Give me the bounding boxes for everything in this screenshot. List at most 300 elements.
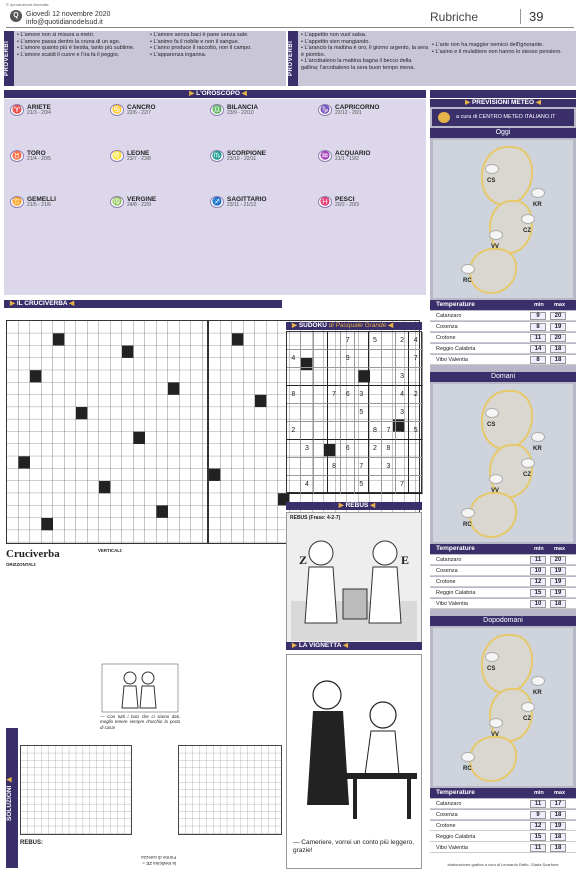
sign-date: 24/8 - 22/9: [127, 202, 151, 208]
solution-grid-lines-2: [179, 746, 281, 834]
city-name: Vibo Valentia: [436, 357, 468, 363]
sudoku-grid: [286, 331, 422, 493]
oroscopo-sign-bilancia: [210, 104, 310, 121]
sudoku-cell: [382, 386, 396, 404]
max-label: max: [554, 546, 566, 552]
cruciverba-verticali-2: [188, 548, 282, 718]
sign-name: SCORPIONE: [227, 150, 267, 157]
sudoku-cell: [382, 332, 396, 350]
sudoku-cell: 8: [287, 386, 301, 404]
sudoku-cell: 4: [409, 332, 423, 350]
city-name: Crotone: [436, 823, 456, 829]
sign-name: VERGINE: [127, 196, 157, 203]
map-land: [469, 736, 517, 782]
contact-email: info@quotidianodelsud.it: [26, 19, 103, 26]
sudoku-cell: [301, 332, 315, 350]
sudoku-cell: [409, 404, 423, 422]
sudoku-cell: 2: [369, 440, 383, 458]
sign-name: PESCI: [335, 196, 355, 203]
cruciverba-title: Cruciverba: [6, 548, 60, 560]
sudoku-cell: 7: [382, 422, 396, 440]
temp-max: 18: [550, 811, 566, 819]
section-title: Rubriche: [430, 10, 479, 24]
temperature-row: [430, 588, 576, 598]
cloud-icon: [521, 702, 535, 712]
cloud-icon: [461, 752, 475, 762]
proverbi-list-2: [150, 32, 282, 58]
sudoku-cell: [314, 386, 328, 404]
city-name: Reggio Calabria: [436, 346, 476, 352]
sudoku-cell: [382, 476, 396, 494]
temperature-row: [430, 821, 576, 831]
map-city-code: CS: [487, 178, 496, 184]
temperature-label: Temperature: [436, 789, 475, 796]
sudoku-cell: [341, 404, 355, 422]
sudoku-cell: [409, 476, 423, 494]
sign-name: GEMELLI: [27, 196, 56, 203]
temp-min: 11: [530, 844, 546, 852]
temperature-row: [430, 810, 576, 820]
crossword-grid-lines: [7, 321, 207, 543]
temp-min: 11: [530, 800, 546, 808]
waiter-cartoon-illustration: [287, 655, 421, 835]
temperature-row: [430, 311, 576, 321]
proverbio: • L'asino e il mulattiere non hanno lo stesso pensiero.: [432, 48, 562, 55]
cruciverba-cartoon-caption: — Con tutti i baci che ci siamo dati, meglio tenere sempre d'occhio la porta di casa!: [100, 714, 180, 730]
meteo-title: ▶ PREVISIONI METEO ◀: [430, 99, 576, 107]
vignetta-band: ▶ LA VIGNETTA ◀: [286, 642, 422, 650]
sign-name: TORO: [27, 150, 46, 157]
sign-date: 23/11 - 21/12: [227, 202, 257, 208]
map-city-code: RC: [463, 766, 472, 772]
sudoku-cell: [314, 368, 328, 386]
temp-max: 19: [550, 567, 566, 575]
sudoku-cell: [396, 458, 410, 476]
verticali-heading: VERTICALI:: [98, 548, 123, 553]
oroscopo-sign-vergine: [110, 196, 210, 213]
max-label: max: [554, 302, 566, 308]
sudoku-cell: [369, 404, 383, 422]
sudoku-cell: 7: [328, 386, 342, 404]
temperature-row: [430, 599, 576, 609]
sudoku-cell: [355, 368, 369, 386]
soluzioni-label: SOLUZIONI ▶: [6, 728, 18, 868]
header-date-block: [26, 11, 110, 27]
proverbi-list-3: [301, 32, 429, 72]
weather-map-oggi: [433, 140, 573, 298]
vignetta-panel: [286, 654, 422, 869]
sudoku-band: ▶ SUDOKU di Pasquale Grande ◀: [286, 322, 422, 330]
sudoku-cell: [301, 422, 315, 440]
sudoku-cell: [382, 404, 396, 422]
sudoku-cell: 5: [355, 476, 369, 494]
proverbi-label-right: PROVERBI: [288, 31, 298, 86]
rebus-title: REBUS (Frase: 4-2-7): [290, 515, 341, 521]
proverbio: • L'apparenza inganna.: [150, 51, 207, 58]
meteo-logo: [432, 109, 574, 126]
sudoku-cell: 3: [355, 386, 369, 404]
sudoku-cell: 9: [341, 350, 355, 368]
rebus-solution-answer: la medicina ZE = Forme di carezza: [141, 855, 176, 866]
temp-max: 20: [550, 312, 566, 320]
sudoku-cell: [396, 440, 410, 458]
temperature-header: [430, 300, 576, 310]
cloud-icon: [485, 408, 499, 418]
map-land: [469, 492, 517, 538]
sign-date: 21/4 - 20/5: [27, 156, 51, 162]
temperature-row: [430, 577, 576, 587]
city-name: Crotone: [436, 579, 456, 585]
city-name: Cosenza: [436, 812, 458, 818]
map-city-code: RC: [463, 278, 472, 284]
sudoku-cell: [314, 350, 328, 368]
sudoku-cell: [382, 350, 396, 368]
cruciverba-band: ▶ IL CRUCIVERBA ◀: [4, 300, 282, 308]
oroscopo-sign-capricorno: [318, 104, 418, 121]
sign-date: 22/12 - 20/1: [335, 110, 362, 116]
max-label: max: [554, 790, 566, 796]
city-name: Catanzaro: [436, 313, 462, 319]
sudoku-cell: [355, 332, 369, 350]
sudoku-cell: [328, 422, 342, 440]
proverbi-label-left: PROVERBI: [4, 31, 14, 86]
vignetta-caption: — Cameriere, vorrei un conto più leggero, grazie!: [293, 839, 415, 854]
sudoku-cell: [369, 350, 383, 368]
sudoku-cell: [341, 422, 355, 440]
temp-min: 10: [530, 567, 546, 575]
sudoku-cell: [287, 368, 301, 386]
sudoku-cell: 6: [341, 386, 355, 404]
sudoku-cell: [341, 368, 355, 386]
sudoku-cell: 8: [328, 458, 342, 476]
cruciverba-cartoon: [100, 662, 180, 714]
city-name: Cosenza: [436, 324, 458, 330]
sudoku-cell: 7: [341, 332, 355, 350]
sudoku-cell: [314, 422, 328, 440]
issue-date: Giovedì 12 novembre 2020: [26, 11, 111, 18]
sudoku-cell: 2: [287, 422, 301, 440]
copyright-notice: © riproduzione riservata: [6, 2, 49, 7]
zodiac-scorpione-icon: ♏: [210, 150, 224, 162]
sign-date: 23/9 - 22/10: [227, 110, 254, 116]
sudoku-cell: [287, 440, 301, 458]
sign-date: 21/3 - 20/4: [27, 110, 51, 116]
solution-crossword-right: [178, 745, 282, 835]
map-city-code: VV: [491, 244, 500, 250]
sudoku-cell: [301, 404, 315, 422]
temperature-row: [430, 355, 576, 365]
sudoku-cell: [369, 368, 383, 386]
sign-date: 20/2 - 20/3: [335, 202, 359, 208]
page-number: 39: [520, 9, 543, 24]
sudoku-cell: [369, 458, 383, 476]
temperature-row: [430, 566, 576, 576]
zodiac-pesci-icon: ♓: [318, 196, 332, 208]
sign-date: 23/7 - 23/8: [127, 156, 151, 162]
temp-min: 9: [530, 312, 546, 320]
rebus-letter-e: E: [401, 553, 410, 567]
sudoku-cell: [341, 476, 355, 494]
proverbi-list-1: [17, 32, 147, 58]
temp-max: 20: [550, 334, 566, 342]
zodiac-ariete-icon: ♈: [10, 104, 24, 116]
city-name: Cosenza: [436, 568, 458, 574]
meteo-day-oggi: Oggi: [430, 128, 576, 138]
sudoku-cell: 2: [396, 332, 410, 350]
sudoku-cell: [314, 332, 328, 350]
cloud-icon: [521, 214, 535, 224]
rebus-letter-z: Z: [299, 553, 308, 567]
temp-max: 18: [550, 844, 566, 852]
temperature-label: Temperature: [436, 545, 475, 552]
sudoku-cell: 8: [369, 422, 383, 440]
oroscopo-sign-ariete: [10, 104, 110, 121]
sign-name: CANCRO: [127, 104, 156, 111]
sign-date: 21/1 - 19/2: [335, 156, 359, 162]
zodiac-gemelli-icon: ♊: [10, 196, 24, 208]
temp-min: 12: [530, 578, 546, 586]
cloud-icon: [489, 474, 503, 484]
sudoku-cell: 5: [355, 404, 369, 422]
temperature-row: [430, 333, 576, 343]
map-land: [481, 634, 533, 694]
cloud-icon: [531, 188, 545, 198]
temp-min: 11: [530, 556, 546, 564]
sudoku-cell: 5: [369, 332, 383, 350]
temp-max: 19: [550, 589, 566, 597]
temp-max: 17: [550, 800, 566, 808]
meteo-logo-text: a cura di CENTRO METEO ITALIANO.IT: [456, 114, 556, 120]
temperature-header: [430, 544, 576, 554]
proverbio: • L'amore senza baci è pane senza sale.: [150, 32, 249, 38]
sudoku-cell: [328, 368, 342, 386]
sudoku-cell: [287, 404, 301, 422]
proverbio: • L'amore non si misura a metri.: [17, 32, 95, 38]
sudoku-cell: [382, 368, 396, 386]
oroscopo-sign-toro: [10, 150, 110, 167]
sudoku-cell: [301, 368, 315, 386]
min-label: min: [534, 546, 544, 552]
temp-min: 10: [530, 600, 546, 608]
city-name: Crotone: [436, 335, 456, 341]
temp-min: 15: [530, 589, 546, 597]
sign-name: SAGITTARIO: [227, 196, 267, 203]
oroscopo-sign-cancro: [110, 104, 210, 121]
meteo-band-top: [430, 90, 576, 98]
rebus-band: ▶ REBUS ◀: [286, 502, 422, 510]
map-city-code: KR: [533, 446, 542, 452]
temperature-header: [430, 788, 576, 798]
sign-name: ACQUARIO: [335, 150, 371, 157]
sudoku-cell: [314, 404, 328, 422]
cloud-icon: [485, 652, 499, 662]
sign-name: LEONE: [127, 150, 150, 157]
sudoku-cell: 6: [341, 440, 355, 458]
map-city-code: CS: [487, 422, 496, 428]
header-divider: [6, 27, 574, 28]
map-city-code: KR: [533, 690, 542, 696]
map-city-code: RC: [463, 522, 472, 528]
newspaper-logo: Q: [10, 10, 22, 22]
temperature-row: [430, 843, 576, 853]
sudoku-cell: [341, 458, 355, 476]
temp-max: 19: [550, 578, 566, 586]
temp-min: 8: [530, 323, 546, 331]
temperature-row: [430, 832, 576, 842]
cloud-icon: [531, 432, 545, 442]
zodiac-cancro-icon: ♋: [110, 104, 124, 116]
cloud-icon: [531, 676, 545, 686]
cruciverba-orizzontali: [6, 562, 94, 722]
temperature-row: [430, 344, 576, 354]
sign-date: 22/6 - 22/7: [127, 110, 151, 116]
oroscopo-sign-scorpione: [210, 150, 310, 167]
temp-max: 19: [550, 822, 566, 830]
cloud-icon: [461, 508, 475, 518]
weather-map-dopodomani: [433, 628, 573, 786]
map-city-code: KR: [533, 202, 542, 208]
map-city-code: CZ: [523, 228, 531, 234]
sudoku-cell: [287, 476, 301, 494]
sudoku-cell: 4: [301, 476, 315, 494]
sudoku-cell: 4: [396, 386, 410, 404]
sudoku-cell: 2: [409, 386, 423, 404]
sudoku-cell: 3: [382, 458, 396, 476]
sudoku-cell: 5: [409, 422, 423, 440]
cloud-icon: [489, 718, 503, 728]
sudoku-cell: 4: [287, 350, 301, 368]
sign-name: BILANCIA: [227, 104, 259, 111]
orizzontali-heading: ORIZZONTALI:: [6, 562, 37, 567]
map-land: [481, 146, 533, 206]
temp-min: 8: [530, 356, 546, 364]
sudoku-cell: [314, 458, 328, 476]
temp-max: 20: [550, 556, 566, 564]
sudoku-cell: [369, 386, 383, 404]
temp-min: 9: [530, 811, 546, 819]
proverbio: • L'animo fa il nobile e non il sangue.: [150, 38, 240, 45]
sign-date: 23/10 - 22/11: [227, 156, 257, 162]
temperature-label: Temperature: [436, 301, 475, 308]
kissing-couple-illustration: [100, 662, 180, 714]
temp-min: 14: [530, 345, 546, 353]
sudoku-cell: 7: [396, 476, 410, 494]
sudoku-cell: [328, 332, 342, 350]
oroscopo-sign-leone: [110, 150, 210, 167]
map-city-code: CS: [487, 666, 496, 672]
cloud-icon: [489, 230, 503, 240]
sudoku-cell: [409, 440, 423, 458]
sign-name: ARIETE: [27, 104, 51, 111]
sudoku-cell: [287, 458, 301, 476]
zodiac-vergine-icon: ♍: [110, 196, 124, 208]
city-name: Reggio Calabria: [436, 590, 476, 596]
sudoku-cell: [328, 350, 342, 368]
sudoku-cell: [287, 332, 301, 350]
cloud-icon: [461, 264, 475, 274]
rebus-panel: [286, 512, 422, 646]
solution-grid-lines: [21, 746, 131, 834]
temp-min: 15: [530, 833, 546, 841]
sudoku-cell: 7: [409, 350, 423, 368]
map-city-code: VV: [491, 732, 500, 738]
zodiac-leone-icon: ♌: [110, 150, 124, 162]
meteo-day-domani: Domani: [430, 372, 576, 382]
temp-max: 18: [550, 833, 566, 841]
oroscopo-sign-acquario: [318, 150, 418, 167]
proverbio: • L'arte non ha maggior nemico dell'ignorante.: [432, 42, 544, 48]
sudoku-cell: [396, 350, 410, 368]
temp-max: 19: [550, 323, 566, 331]
sudoku-cell: [301, 458, 315, 476]
solution-crossword-left: [20, 745, 132, 835]
crossword-grid-left: [6, 320, 208, 544]
city-name: Reggio Calabria: [436, 834, 476, 840]
sudoku-cell: [328, 404, 342, 422]
sudoku-cell: [314, 440, 328, 458]
zodiac-bilancia-icon: ♎: [210, 104, 224, 116]
meteo-credit: elaborazione grafica a cura di Leonardo Raffo, Giada Scarfone: [447, 862, 559, 867]
proverbi-list-4: [432, 42, 572, 55]
sudoku-author: di Pasquale Grande: [328, 322, 387, 329]
sudoku-cell: [409, 368, 423, 386]
sudoku-cell: [355, 422, 369, 440]
sudoku-cell: [355, 350, 369, 368]
zodiac-acquario-icon: ♒: [318, 150, 332, 162]
temp-min: 11: [530, 334, 546, 342]
city-name: Vibo Valentia: [436, 845, 468, 851]
sudoku-cell: 3: [301, 440, 315, 458]
sudoku-cell: [301, 386, 315, 404]
meteo-day-dopodomani: Dopodomani: [430, 616, 576, 626]
zodiac-capricorno-icon: ♑: [318, 104, 332, 116]
temperature-row: [430, 322, 576, 332]
rebus-illustration: [287, 523, 421, 647]
proverbio: • L'arancio la mattina è oro, il giorno argento, la sera è piombo.: [301, 45, 429, 58]
sign-date: 21/5 - 21/6: [27, 202, 51, 208]
sudoku-cell: [328, 440, 342, 458]
oroscopo-sign-pesci: [318, 196, 418, 213]
city-name: Vibo Valentia: [436, 601, 468, 607]
proverbio: • L'amore scaldi il cuore e l'ira fa il peggio.: [17, 51, 120, 58]
city-name: Catanzaro: [436, 801, 462, 807]
proverbio: • L'arcobaleno la mattina bagna il becco della gallina; l'arcobaleno la sera buon tempo mena.: [301, 58, 415, 71]
sudoku-cell: [328, 476, 342, 494]
weather-logo-icon: [438, 112, 450, 123]
sudoku-cell: [355, 440, 369, 458]
sudoku-cell: 3: [396, 404, 410, 422]
proverbio: • L'appetito non vuol salsa.: [301, 32, 367, 38]
sudoku-cell: 6: [396, 422, 410, 440]
map-land: [481, 390, 533, 450]
sudoku-cell: 8: [382, 440, 396, 458]
proverbio: • L'anno produce il raccolto, non il campo.: [150, 45, 252, 52]
sign-name: CAPRICORNO: [335, 104, 380, 111]
proverbio: • L'amore passa dentro la cruna di un ago.: [17, 38, 121, 45]
zodiac-sagittario-icon: ♐: [210, 196, 224, 208]
cloud-icon: [485, 164, 499, 174]
weather-map-domani: [433, 384, 573, 542]
temp-min: 12: [530, 822, 546, 830]
oroscopo-band: ▶ L'OROSCOPO ◀: [4, 90, 426, 98]
map-city-code: CZ: [523, 472, 531, 478]
map-city-code: VV: [491, 488, 500, 494]
sudoku-cell: [314, 476, 328, 494]
sudoku-cell: [369, 476, 383, 494]
proverbio: • L'amore quanto più è bestia, tanto più sublime.: [17, 45, 135, 52]
map-city-code: CZ: [523, 716, 531, 722]
cruciverba-verticali: [98, 548, 184, 658]
